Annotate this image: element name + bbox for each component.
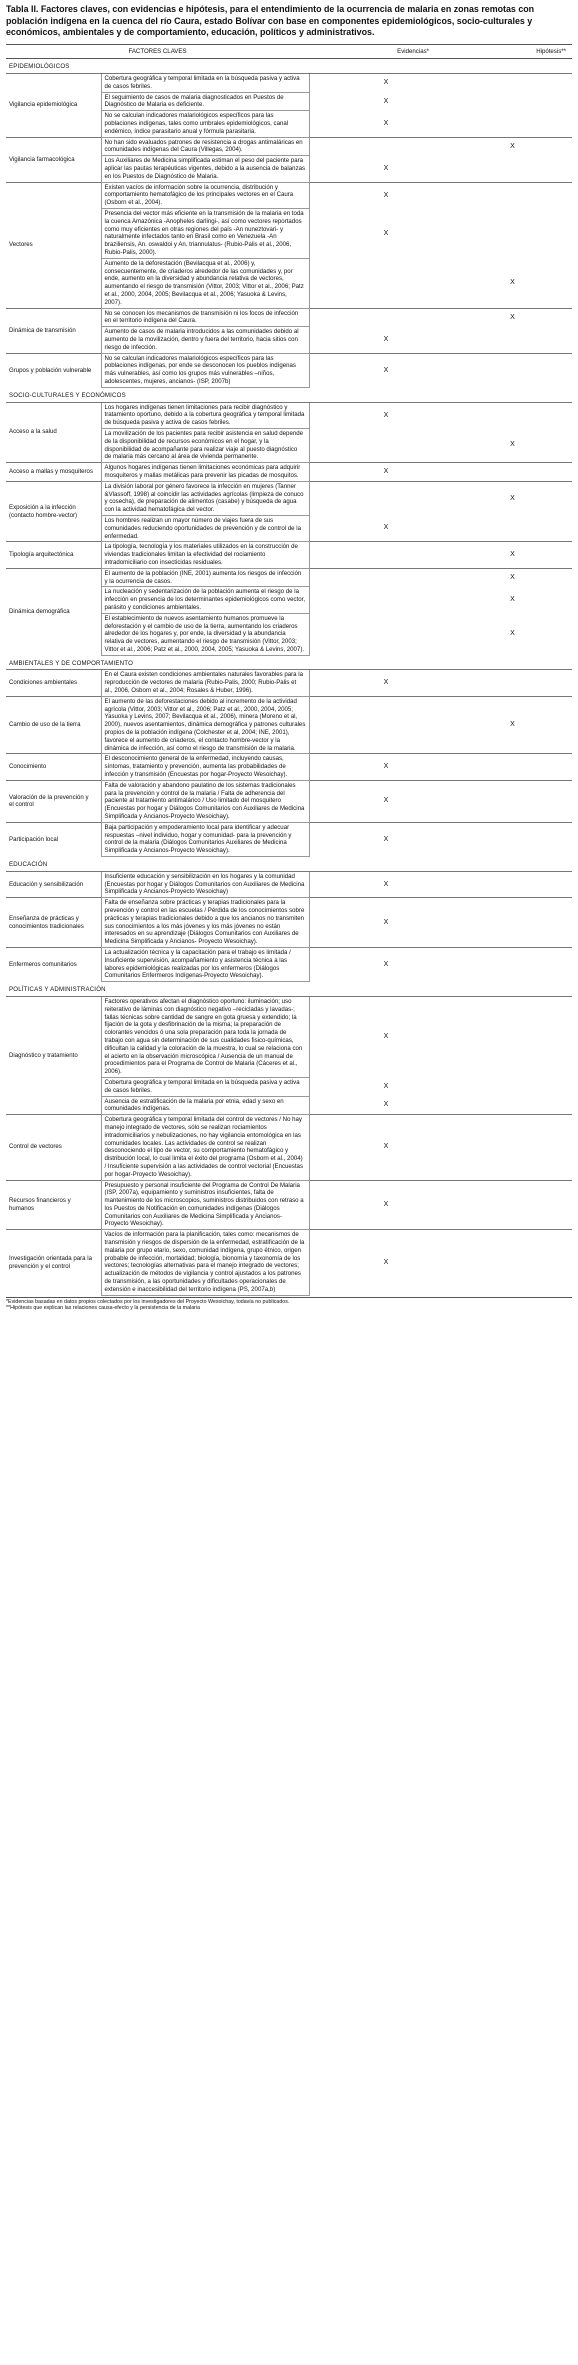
evidence-mark [319, 137, 453, 156]
section-heading: POLÍTICAS Y ADMINISTRACIÓN [6, 982, 572, 997]
table-row [6, 871, 572, 897]
evidence-mark: X [383, 411, 389, 419]
evidence-mark: X [383, 164, 389, 172]
factor-description: La actualización técnica y la capacitación para el trabajo es limitada / Insuficiente supervisión, acompañamiento y asistencia técnica a las labores epidemiológicas realizadas por los enfermeros (Diálogos Comunitarios Enfermeros Indígenas-Proyecto Wesoichay). [101, 947, 309, 981]
factor-description: El aumento de las deforestaciones debido al incremento de la actividad agrícola (Vittor, 2003; Vittor et al., 2006; Patz et al., 2000, 2004, 2005; Yasuoka y Levins, 2007; Bevilacqua et al., 2006), minera (Moreno et al, 2000), nuevos asentamientos, dinámica demográfica y patrones culturales propios de la población indígena (Colchester et al, 2004; INE, 2001), favorece el aumento de criaderos, el contacto hombre-vector y la dinámica de infección, así como el riesgo de transmisión de la malaria. [101, 696, 309, 754]
factor-label: Educación y sensibilización [9, 880, 84, 888]
factor-label: Vectores [6, 182, 101, 308]
evidence-mark [319, 481, 453, 515]
footnote-hipotesis: **Hipótesis que explican las relaciones causa-efecto y la persistencia de la malaria [6, 1305, 201, 1312]
factor-label: Diagnóstico y tratamiento [9, 1051, 78, 1059]
factor-description: Ausencia de estratificación de la malaria por etnia, edad y sexo en comunidades indígenas. [101, 1096, 309, 1115]
factor-description: La división laboral por género favorece la infección en mujeres (Tanner &Vlassoff, 1998) al coincidir las actividades agrícolas (limpieza de conuco y cosecha), de preparación de alimentos (casabe) y búsqueda de agua con la actividad hematofágica del vector. [101, 481, 309, 515]
factor-label: Exposición a la infección (contacto hombre-vector) [6, 481, 101, 542]
table-row [6, 568, 572, 587]
factor-label: Control de vectores [6, 1115, 101, 1180]
evidence-mark [319, 613, 453, 655]
section-heading: EPIDEMIOLÓGICOS [6, 59, 572, 74]
table-row [6, 481, 572, 515]
factor-description: No se calculan indicadores malariológicos específicos para las poblaciones indígenas, por ende se desconocen los pueblos indígenas más vulnerables, así como los grupos más vulnerables –niños, adolescentes, mujeres, ancianos- (ISP, 2007b) [101, 353, 309, 387]
evidence-mark [319, 542, 453, 568]
factor-label: Cambio de uso de la tierra [6, 696, 101, 754]
factor-description: En el Caura existen condiciones ambientales naturales favorables para la reproducción de vectores de malaria (Rubio-Palis, 2000; Rubio-Palis et al., 2006, Osborn et al., 2004; Rosales & Huber, 1996). [101, 670, 309, 696]
factor-description: Factores operativos afectan el diagnóstico oportuno: iluminación; uso reiterativo de láminas con diagnóstico negativo –recicladas y lavadas-; fallas técnicas sobre cantidad de sangre en gota gruesa y extendido; la fijación de la gota y desfibrinación de la misma; la preparación de colorantes vencidos ó una sola preparación para toda la jornada de trabajo con agua sin determinación de sus cualidades fisico-químicas, dificultan la calidad y la coloración de la muestra, lo cual se relaciona con el acierto en la observación microscópica / Ausencia de un manual de procedimientos para el Programa de Control de Malaria (Cáceres et al., 2006). [101, 996, 309, 1077]
hypothesis-mark: X [510, 279, 515, 287]
factor-description: Los hogares indígenas tienen limitaciones para recibir diagnóstico y tratamiento oportuno, debido a la cobertura geográfica y temporal limitada de búsqueda pasiva y activa de casos febriles. [101, 402, 309, 428]
section-row [6, 982, 572, 997]
factor-label: Dinámica demográfica [6, 568, 101, 655]
evidence-mark: X [383, 1101, 389, 1109]
factor-description: Presencia del vector más eficiente en la transmisión de la malaria en toda la cuenca Amazónica -Anopheles darlingi-, así como vectores reportados como muy eficientes en otras regiones del país -An nuneztovari- y naturalmente infectados tanto en Brasil como en Venezuela -An braziliensis, An. oswaldoi y An. triannulatus- (Rubio-Palis et al., 2006, Rubio-Palis, 2000). [101, 209, 309, 259]
section-row [6, 387, 572, 402]
table-title: Tabla II. Factores claves, con evidencias e hipótesis, para el entendimiento de la ocurrencia de malaria en zonas remotas con población indígena en la cuenca del río Caura, estado Bolívar con base en componentes epidemiológicos, socio-culturales y económicos, ambientales y de comportamiento, educación, políticos y administrativos. [6, 4, 535, 37]
hypothesis-mark [453, 898, 572, 948]
factor-description: Los hombres realizan un mayor número de viajes fuera de sus comunidades reduciendo oportunidades de prevención y de control de la enfermedad. [101, 515, 309, 541]
hypothesis-mark [453, 1180, 572, 1230]
hypothesis-mark [453, 92, 572, 111]
hypothesis-mark [453, 327, 572, 353]
footnote-evidencias: *Evidencias basadas en datos propios colectados por los investigadores del Proyecto Wesoichay, todavía no publicados. [6, 1298, 290, 1305]
section-row [6, 59, 572, 74]
table-header-row [6, 44, 572, 59]
factor-description: No se calculan indicadores malariológicos específicos para las poblaciones indígenas, tales como umbrales epidemiológicos, canal endémico, índice parasitario anual y fórmula parasitaria. [101, 111, 309, 137]
hypothesis-mark [453, 182, 572, 208]
hypothesis-mark: X [510, 441, 515, 449]
evidence-mark: X [319, 182, 453, 208]
factor-description: El aumento de la población (INE, 2001) aumenta los riesgos de infección y la ocurrencia de casos. [101, 568, 309, 587]
table-row [6, 947, 572, 981]
factor-description: La movilización de los pacientes para recibir asistencia en salud depende de la disponibilidad de recursos económicos en el hogar, y la disponibilidad de acompañante para realizar viaje al puesto diagnóstico de malaria más cercano al área de vivienda permanente. [101, 428, 309, 462]
table-row [6, 542, 572, 568]
table-row [6, 463, 572, 482]
factor-label: Investigación orientada para la prevención y el control [6, 1230, 101, 1295]
evidence-mark [319, 587, 453, 613]
header-hipotesis: Hipótesis** [536, 47, 566, 55]
hypothesis-mark [453, 1096, 572, 1115]
factor-label: Acceso a la salud [9, 428, 57, 436]
hypothesis-mark [453, 670, 572, 696]
evidence-mark: X [319, 1115, 453, 1180]
header-evidencias: Evidencias* [397, 47, 429, 55]
table-row [6, 996, 572, 1077]
factor-label: Acceso a mallas y mosquiteros [6, 463, 101, 482]
table-body [6, 59, 572, 1295]
factor-label: Valoración de la prevención y el control [6, 780, 101, 822]
hypothesis-mark: X [453, 696, 572, 754]
factor-label: Dinámica de transmisión [6, 308, 101, 353]
evidence-mark: X [383, 229, 389, 237]
hypothesis-mark [453, 822, 572, 856]
evidence-mark: X [319, 822, 453, 856]
factor-description: Presupuesto y personal insuficiente del Programa de Control De Malaria (ISP, 2007a), equipamiento y suministros insuficientes, falta de mantenimiento de los microscopios, suministros distribuidos con retraso a los Puestos de Notificación en comunidades indígenas (Diálogos Comunitarios con Auxiliares de Medicina Simplificada y Ancianos-Proyecto Wesoichay). [101, 1180, 309, 1230]
hypothesis-mark: X [453, 481, 572, 515]
hypothesis-mark [453, 515, 572, 541]
factor-description: Aumento de casos de malaria introducidos a las comunidades debido al aumento de la movilización, dentro y fuera del territorio, hacia sitios con riesgo de infección. [101, 327, 309, 353]
hypothesis-mark [453, 353, 572, 387]
factor-label: Participación local [6, 822, 101, 856]
hypothesis-mark: X [453, 308, 572, 327]
factor-label: Enfermeros comunitarios [6, 947, 101, 981]
section-heading: EDUCACIÓN [6, 857, 572, 872]
hypothesis-mark: X [510, 596, 515, 604]
hypothesis-mark [453, 947, 572, 981]
hypothesis-mark: X [453, 568, 572, 587]
factor-label: Vigilancia farmacológica [6, 137, 101, 182]
table-row [6, 137, 572, 156]
evidence-mark: X [383, 1033, 389, 1041]
evidence-mark: X [319, 898, 453, 948]
hypothesis-mark [453, 1230, 572, 1295]
evidence-mark [319, 696, 453, 754]
factor-description: No se conocen los mecanismos de transmisión ni los focos de infección en el territorio indígena del Caura. [101, 308, 309, 327]
hypothesis-mark [453, 871, 572, 897]
evidence-mark: X [319, 463, 453, 482]
section-heading: AMBIENTALES Y DE COMPORTAMIENTO [6, 655, 572, 670]
factor-description: Existen vacíos de información sobre la ocurrencia, distribución y comportamiento hematofágico de los principales vectores en el Caura (Osborn et al., 2004). [101, 182, 309, 208]
table-row [6, 1180, 572, 1230]
factor-description: Cobertura geográfica y temporal limitada en la búsqueda pasiva y activa de casos febriles. [101, 1077, 309, 1096]
factor-description: Algunos hogares indígenas tienen limitaciones económicas para adquirir mosquiteros y mallas metálicas para prevenir las picadas de mosquitos. [101, 463, 309, 482]
hypothesis-mark [453, 402, 572, 428]
factor-description: El establecimiento de nuevos asentamiento humanos promueve la deforestación y el cambio de uso de la tierra, aumentando los criaderos alrededor de los hogares y, por ende, la diversidad y la abundancia relativa de vectores, aumentando el riesgo de transmisión (Vittor, 2003; Vittor et al., 2006; Patz et al., 2000, 2004, 2005; Yasuoka & Levins, 2007). [101, 613, 309, 655]
factor-description: Baja participación y empoderamiento local para identificar y adecuar respuestas –nivel individuo, hogar y comunidad- para la prevención y control de la malaria (Diálogos Comunitarios Auxiliares de Medicina Simplificada y Ancianos-Proyecto Wesoichay). [101, 822, 309, 856]
factor-label: Recursos financieros y humanos [6, 1180, 101, 1230]
hypothesis-mark [453, 1115, 572, 1180]
section-row [6, 655, 572, 670]
hypothesis-mark [453, 74, 572, 93]
table-row [6, 74, 572, 93]
section-heading: SOCIO-CULTURALES Y ECONÓMICOS [6, 387, 572, 402]
hypothesis-mark [453, 111, 572, 137]
evidence-mark: X [383, 880, 389, 888]
table-row [6, 308, 572, 327]
evidence-mark [319, 258, 453, 308]
table-row [6, 898, 572, 948]
evidence-mark: X [383, 97, 389, 105]
table-row [6, 1115, 572, 1180]
key-factors-table [6, 44, 572, 1296]
factor-label: Vigilancia epidemiológica [9, 101, 78, 109]
table-row [6, 696, 572, 754]
table-row [6, 182, 572, 208]
evidence-mark: X [319, 1230, 453, 1295]
section-row [6, 857, 572, 872]
hypothesis-mark: X [510, 630, 515, 638]
hypothesis-mark [453, 780, 572, 822]
factor-description: Aumento de la deforestación (Bevilacqua et al., 2006) y, consecuentemente, de criaderos alrededor de las comunidades y, por ende, aumento en la diversidad y abundancia relativa de vectores, aumentando el riesgo de transmisión (Vittor, 2003; Vittor et al., 2006; Patz et al., 2000, 2004, 2005; Bevilacqua et al., 2006; Yasuoka & Levins, 2007). [101, 258, 309, 308]
factor-description: Vacíos de información para la planificación, tales como: mecanismos de transmisión y riesgos de dispersión de la enfermedad, estratificación de la malaria por grupo etario, sexo, comunidad indígena, grupo étnico, origen probable de infección, mortalidad; biología, bionomía y taxonomía de los vectores; tecnologías alternativas para el manejo integrado de vectores; actualización de métodos de vigilancia y control ajustados a los patrones de transmisión, a las oportunidades y dificultades operacionales de extensión e inaccesibilidad del territorio indígena (PS, 2007a,b) [101, 1230, 309, 1295]
evidence-mark [319, 428, 453, 462]
factor-label: Conocimiento [6, 754, 101, 780]
factor-label: Enseñanza de prácticas y conocimientos tradicionales [6, 898, 101, 948]
factor-description: Falta de enseñanza sobre prácticas y terapias tradicionales para la prevención y control en las escuelas / Pérdida de los conocimientos sobre prácticas y terapias tradicionales debido a que los ancianos no transmiten sus conocimientos a los más jóvenes y los más jóvenes no están interesados en su aprendizaje (Diálogos Comunitarios con Auxiliares de Medicina Simplificada y Ancianos- Proyecto Wesoichay). [101, 898, 309, 948]
evidence-mark: X [383, 119, 389, 127]
evidence-mark [319, 568, 453, 587]
evidence-mark: X [319, 754, 453, 780]
factor-description: El desconocimiento general de la enfermedad, incluyendo causas, síntomas, tratamiento y prevención, aumenta las probabilidades de infección y transmisión (Encuestas por hogar-Proyecto Wesoichay). [101, 754, 309, 780]
evidence-mark: X [383, 1082, 389, 1090]
factor-description: El seguimiento de casos de malaria diagnosticados en Puestos de Diagnóstico de Malaria es deficiente. [101, 92, 309, 111]
table-row [6, 670, 572, 696]
factor-label: Condiciones ambientales [9, 679, 78, 687]
hypothesis-mark [453, 463, 572, 482]
table-row [6, 754, 572, 780]
evidence-mark: X [319, 947, 453, 981]
evidence-mark: X [319, 353, 453, 387]
factor-description: La tipología, tecnología y los materiales utilizados en la construcción de viviendas tradicionales limitan la efectividad del rociamiento intradomiciliario con insecticidas residuales. [101, 542, 309, 568]
hypothesis-mark [453, 754, 572, 780]
factor-label: Grupos y población vulnerable [6, 353, 101, 387]
table-row [6, 780, 572, 822]
evidence-mark: X [383, 679, 389, 687]
hypothesis-mark [453, 996, 572, 1077]
table-row [6, 402, 572, 428]
hypothesis-mark: X [453, 542, 572, 568]
evidence-mark: X [383, 524, 389, 532]
evidence-mark: X [383, 79, 389, 87]
footnotes [6, 1297, 572, 1313]
factor-description: Falta de valoración y abandono paulatino de los sistemas tradicionales para la prevención y control de la malaria / Falta de adherencia del paciente al tratamiento antimalárico / Uso limitado del mosquitero (Encuestas por hogar y Diálogos Comunitarios con Auxiliares de Medicina Simplificada y Ancianos-Proyecto Wesoichay). [101, 780, 309, 822]
table-row [6, 1230, 572, 1295]
hypothesis-mark [453, 1077, 572, 1096]
evidence-mark: X [319, 780, 453, 822]
hypothesis-mark [453, 156, 572, 182]
evidence-mark [319, 308, 453, 327]
factor-description: Cobertura geográfica y temporal limitada del control de vectores / No hay manejo integrado de vectores, sólo se realizan rociamientos intradomiciliarios y nebulizaciones, no hay vigilancia entomológica en las comunidades locales. Las actividades de control se realizan desconociendo el tipo de vector, su comportamiento hematofágico y distribución local, lo cual limita el éxito del programa (Osborn et al., 2004) / Insuficiente supervisión a las actividades de control vectorial (Encuestas por hogar-Proyecto Wesoichay). [101, 1115, 309, 1180]
evidence-mark: X [383, 335, 389, 343]
factor-description: Insuficiente educación y sensibilización en los hogares y la comunidad (Encuestas por hogar y Diálogos Comunitarios con Auxiliares de Medicina Simplificada y Ancianos-Proyecto Wesoichay) [101, 871, 309, 897]
header-factores: FACTORES CLAVES [128, 47, 187, 55]
factor-description: Los Auxiliares de Medicina simplificada estiman el peso del paciente para aplicar las pautas terapéuticas vigentes, debido a la ausencia de balanzas en los Puestos de Diagnóstico de Malaria. [101, 156, 309, 182]
factor-label: Tipología arquitectónica [6, 542, 101, 568]
factor-description: No han sido evaluados patrones de resistencia a drogas antimaláricas en comunidades indígenas del Caura (Villegas, 2004). [101, 137, 309, 156]
table-row [6, 353, 572, 387]
factor-description: Cobertura geográfica y temporal limitada en la búsqueda pasiva y activa de casos febriles. [101, 74, 309, 93]
hypothesis-mark: X [453, 137, 572, 156]
evidence-mark: X [319, 1180, 453, 1230]
hypothesis-mark [453, 209, 572, 259]
factor-description: La nucleación y sedentarización de la población aumenta el riesgo de la infección en presencia de los determinantes epidemiológicos como vector, parásito y condiciones ambientales. [101, 587, 309, 613]
table-row [6, 822, 572, 856]
